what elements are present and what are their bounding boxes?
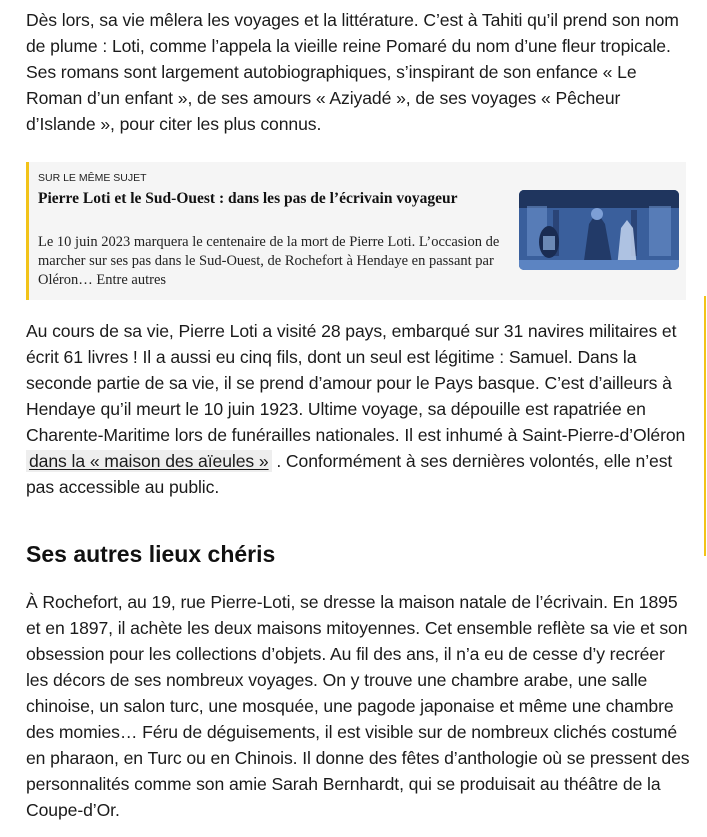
related-description: Le 10 juin 2023 marquera le centenaire de la mort de Pierre Loti. L’occasion de marcher sur ses pas dans le Sud-Ouest, de Rochefort à Hendaye en passant par Oléron… Entre autres <box>38 234 500 288</box>
paragraph-literature: Dès lors, sa vie mêlera les voyages et la littérature. C’est à Tahiti qu’il prend son nom de plume : Loti, comme l’appela la vieille reine Pomaré du nom d’une fleur tropicale. Ses romans sont largement autobiographiques, s’inspirant de son enfance « Le Roman d’un enfant », de ses amours « Aziyadé », de ses voyages « Pêcheur d’Islande », pour citer les plus connus. <box>26 10 679 134</box>
paragraph-life-facts <box>26 318 688 500</box>
related-article-card[interactable] <box>26 162 686 300</box>
related-thumbnail-image[interactable] <box>519 190 679 270</box>
paragraph-rochefort: À Rochefort, au 19, rue Pierre-Loti, se dresse la maison natale de l’écrivain. En 1895 et en 1897, il achète les deux maisons mitoyennes. Cet ensemble reflète sa vie et son obsession pour les collections d’objets. Au fil des ans, il n’a eu de cesse d’y recréer les décors de ses nombreux voyages. On y trouve une chambre arabe, une salle chinoise, un salon turc, une mosquée, une pagode japonaise et même une chambre des momies… Féru de déguisements, il est visible sur de nombreux clichés costumé en pharaon, en Turc ou en Chinois. Il donne des fêtes d’anthologie où se pressent des personnalités comme son amie Sarah Bernhardt, qui se produisait au théâtre de la Coupe-d’Or. <box>26 592 690 820</box>
section-heading: Ses autres lieux chéris <box>26 541 276 567</box>
side-accent-rule <box>704 296 706 556</box>
maison-des-aieules-link[interactable]: dans la « maison des aïeules » <box>26 450 272 472</box>
paragraph-text: Au cours de sa vie, Pierre Loti a visité 28 pays, embarqué sur 31 navires militaires et écrit 61 livres ! Il a aussi eu cinq fils, dont un seul est légitime : Samuel. Dans la seconde partie de sa vie, il se prend d’amour pour le Pays basque. C’est d’ailleurs à Hendaye qu’il meurt le 10 juin 1923. Ultime voyage, sa dépouille est rapatriée en Charente-Maritime lors de funérailles nationales. Il est inhumé à Saint-Pierre-d’Oléron <box>26 321 686 445</box>
paragraph-text: . Conformément à ses dernières volontés, elle n’est pas accessible au public. <box>26 451 673 497</box>
related-title[interactable]: Pierre Loti et le Sud-Ouest : dans les pas de l’écrivain voyageur <box>38 190 458 207</box>
related-kicker: SUR LE MÊME SUJET <box>38 172 147 184</box>
photo-placeholder-icon <box>519 190 679 270</box>
